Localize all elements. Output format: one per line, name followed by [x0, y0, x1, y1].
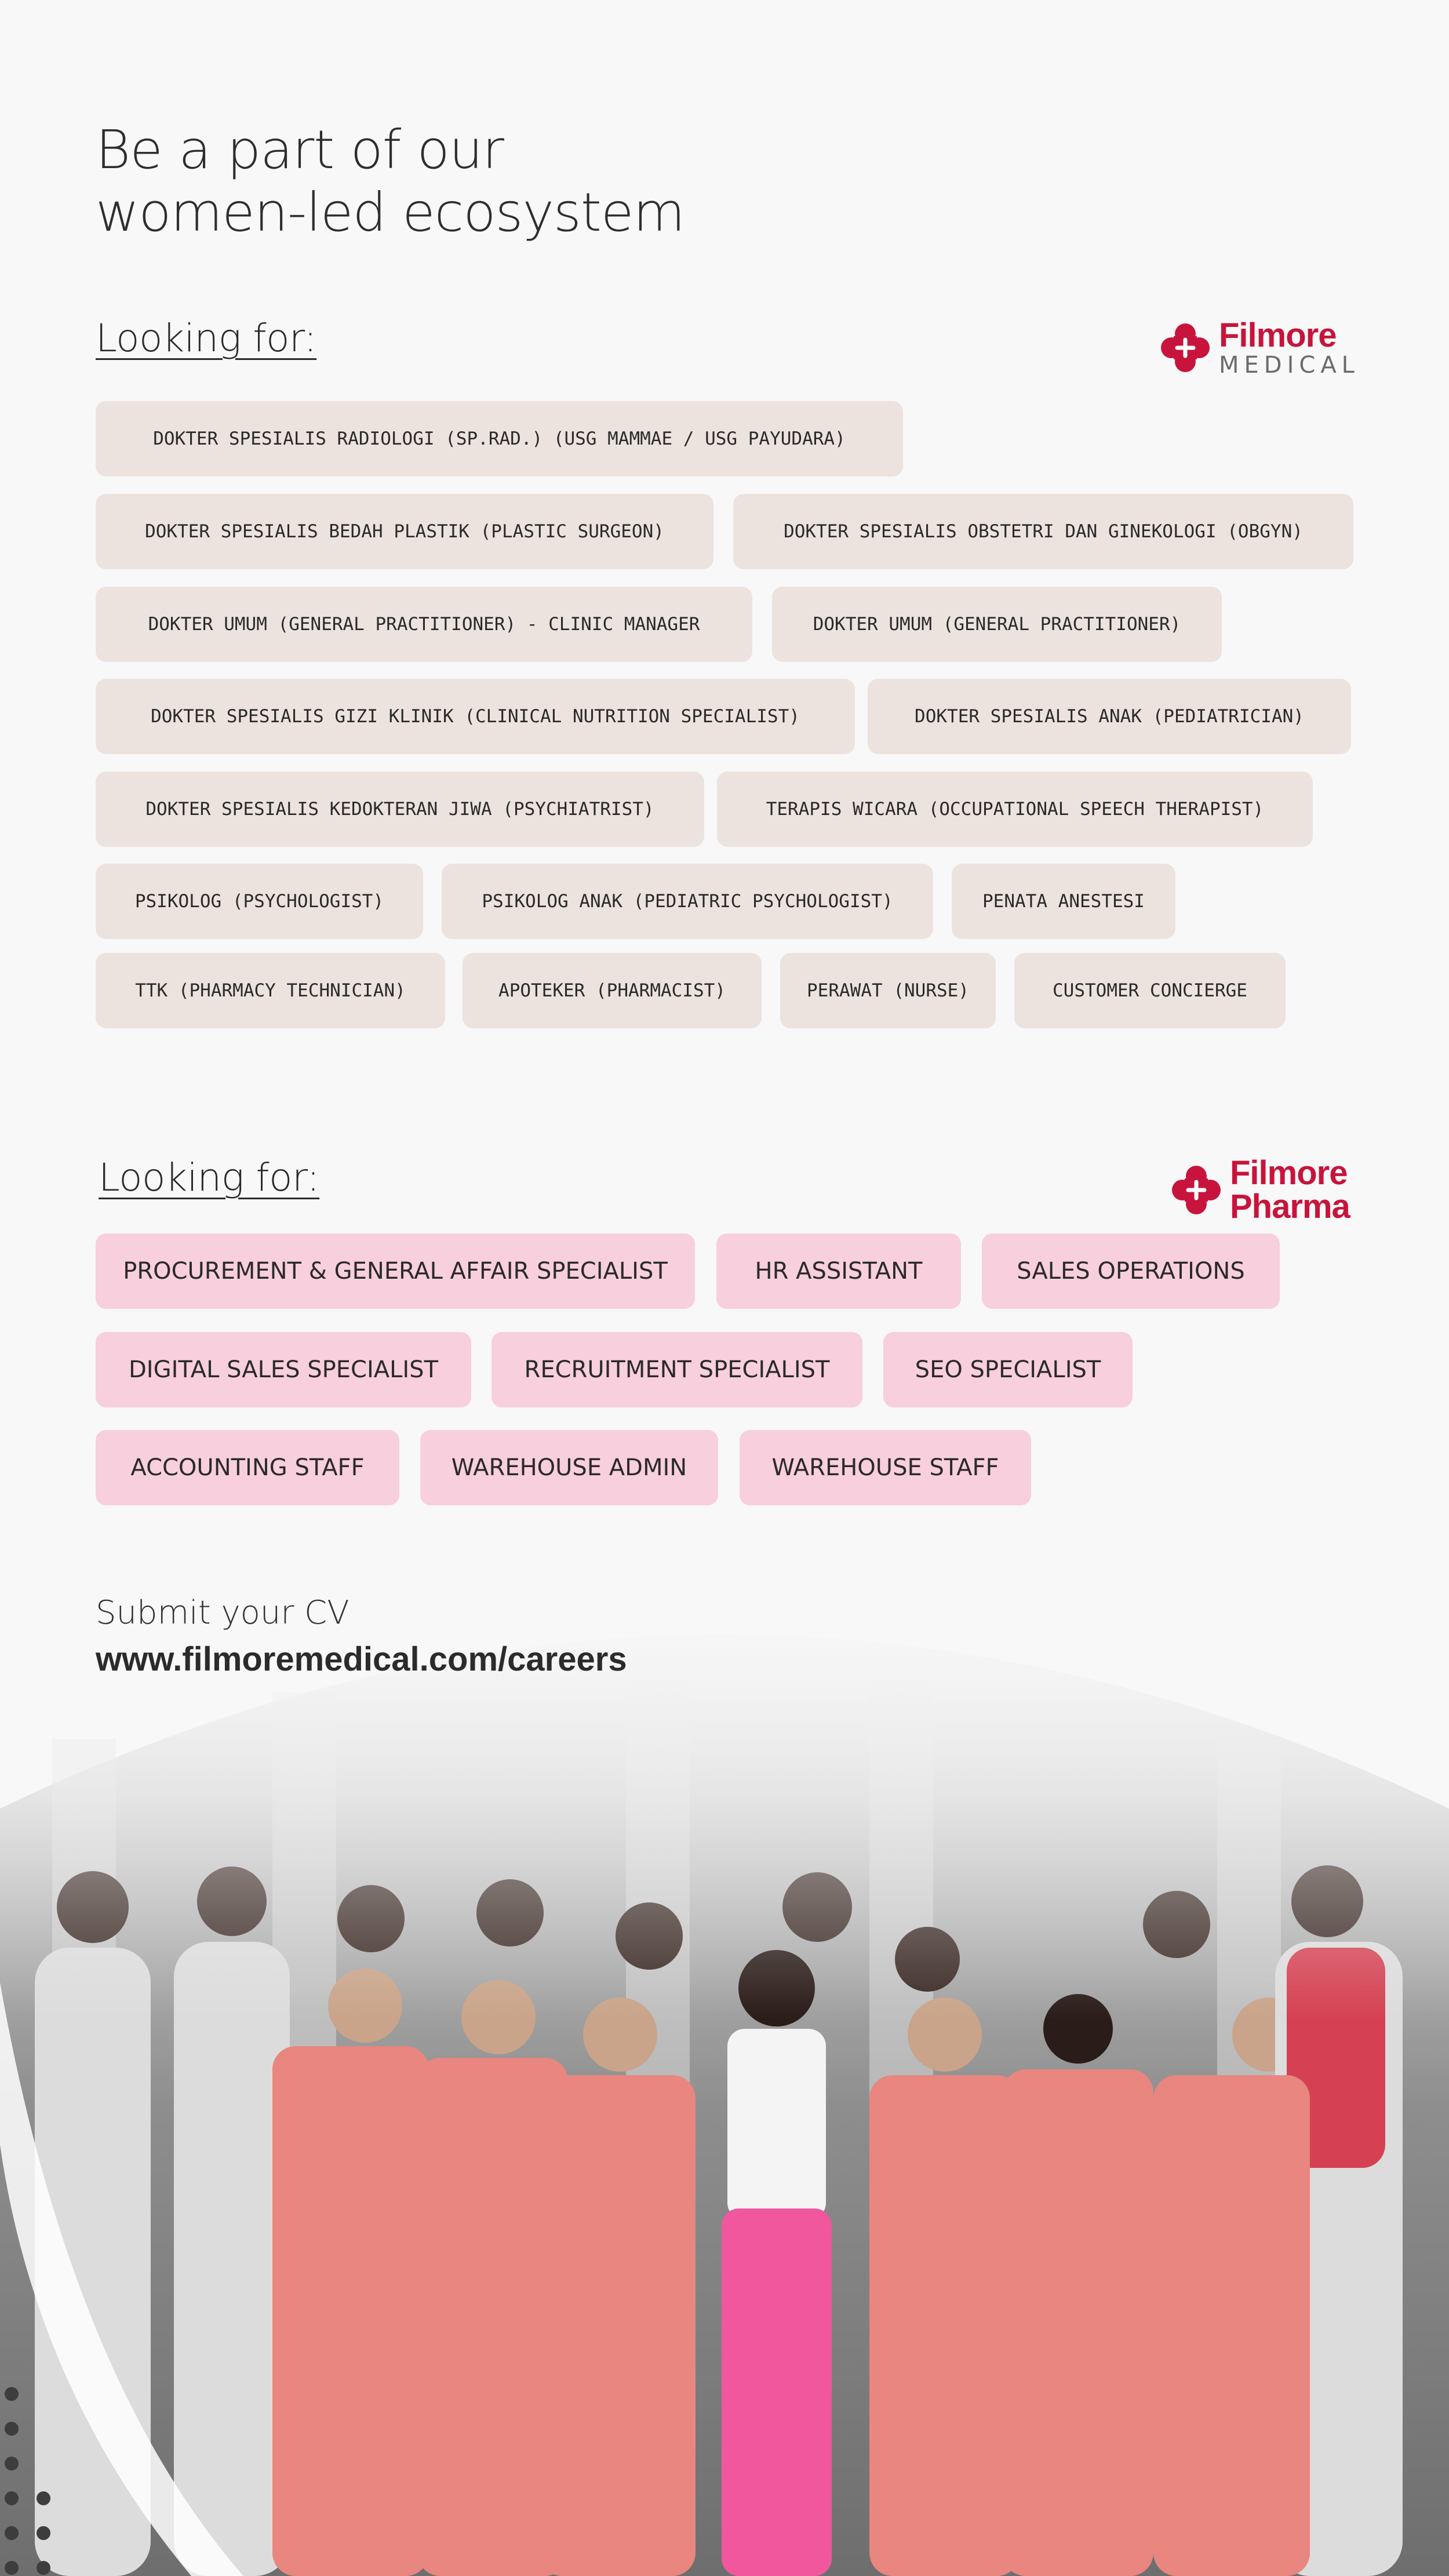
headline-line-2: women-led ecosystem — [96, 181, 685, 243]
role-chip[interactable]: DOKTER SPESIALIS KEDOKTERAN JIWA (PSYCHIATRIST) — [96, 772, 704, 847]
filmore-medical-logo — [1161, 316, 1360, 379]
role-chip[interactable]: PROCUREMENT & GENERAL AFFAIR SPECIALIST — [96, 1234, 695, 1309]
pharma-logo-sub: Pharma — [1230, 1188, 1350, 1225]
role-chip[interactable]: SEO SPECIALIST — [883, 1332, 1133, 1407]
role-chip[interactable]: DOKTER SPESIALIS OBSTETRI DAN GINEKOLOGI (OBGYN) — [733, 494, 1353, 569]
role-chip[interactable]: PSIKOLOG (PSYCHOLOGIST) — [96, 864, 423, 939]
role-chip[interactable]: RECRUITMENT SPECIALIST — [492, 1332, 862, 1407]
role-chip[interactable]: APOTEKER (PHARMACIST) — [463, 953, 762, 1028]
role-chip[interactable]: SALES OPERATIONS — [982, 1234, 1280, 1309]
submit-cv-label: Submit your CV — [96, 1594, 349, 1632]
pharma-section-title: Looking for: — [99, 1155, 320, 1200]
medical-section-title: Looking for: — [96, 316, 317, 361]
medical-logo-brand: Filmore — [1219, 316, 1337, 354]
role-chip[interactable]: WAREHOUSE ADMIN — [420, 1430, 718, 1505]
role-chip[interactable]: DOKTER UMUM (GENERAL PRACTITIONER) - CLINIC MANAGER — [96, 587, 752, 662]
role-chip[interactable]: PENATA ANESTESI — [952, 864, 1175, 939]
headline-line-1: Be a part of our — [96, 119, 504, 181]
role-chip[interactable]: WAREHOUSE STAFF — [740, 1430, 1031, 1505]
role-chip[interactable]: DOKTER SPESIALIS RADIOLOGI (SP.RAD.) (USG MAMMAE / USG PAYUDARA) — [96, 401, 903, 476]
role-chip[interactable]: DIGITAL SALES SPECIALIST — [96, 1332, 471, 1407]
team-photo — [0, 1565, 1449, 2576]
cross-logo-icon — [1161, 323, 1210, 372]
role-chip[interactable]: CUSTOMER CONCIERGE — [1014, 953, 1286, 1028]
role-chip[interactable]: ACCOUNTING STAFF — [96, 1430, 399, 1505]
careers-link[interactable]: www.filmoremedical.com/careers — [96, 1640, 627, 1678]
role-chip[interactable]: DOKTER UMUM (GENERAL PRACTITIONER) — [772, 587, 1222, 662]
role-chip[interactable]: TTK (PHARMACY TECHNICIAN) — [96, 953, 445, 1028]
page-headline — [96, 119, 685, 244]
role-chip[interactable]: PERAWAT (NURSE) — [780, 953, 996, 1028]
role-chip[interactable]: DOKTER SPESIALIS ANAK (PEDIATRICIAN) — [868, 679, 1351, 754]
role-chip[interactable]: PSIKOLOG ANAK (PEDIATRIC PSYCHOLOGIST) — [442, 864, 933, 939]
role-chip[interactable]: DOKTER SPESIALIS BEDAH PLASTIK (PLASTIC SURGEON) — [96, 494, 713, 569]
pharma-logo-brand: Filmore — [1230, 1154, 1348, 1192]
filmore-pharma-logo — [1172, 1156, 1350, 1224]
cross-logo-icon — [1172, 1166, 1221, 1214]
role-chip[interactable]: TERAPIS WICARA (OCCUPATIONAL SPEECH THERAPIST) — [717, 772, 1313, 847]
role-chip[interactable]: HR ASSISTANT — [716, 1234, 961, 1309]
role-chip[interactable]: DOKTER SPESIALIS GIZI KLINIK (CLINICAL NUTRITION SPECIALIST) — [96, 679, 855, 754]
submit-cv-block — [96, 1594, 627, 1679]
medical-logo-sub: MEDICAL — [1219, 352, 1360, 379]
